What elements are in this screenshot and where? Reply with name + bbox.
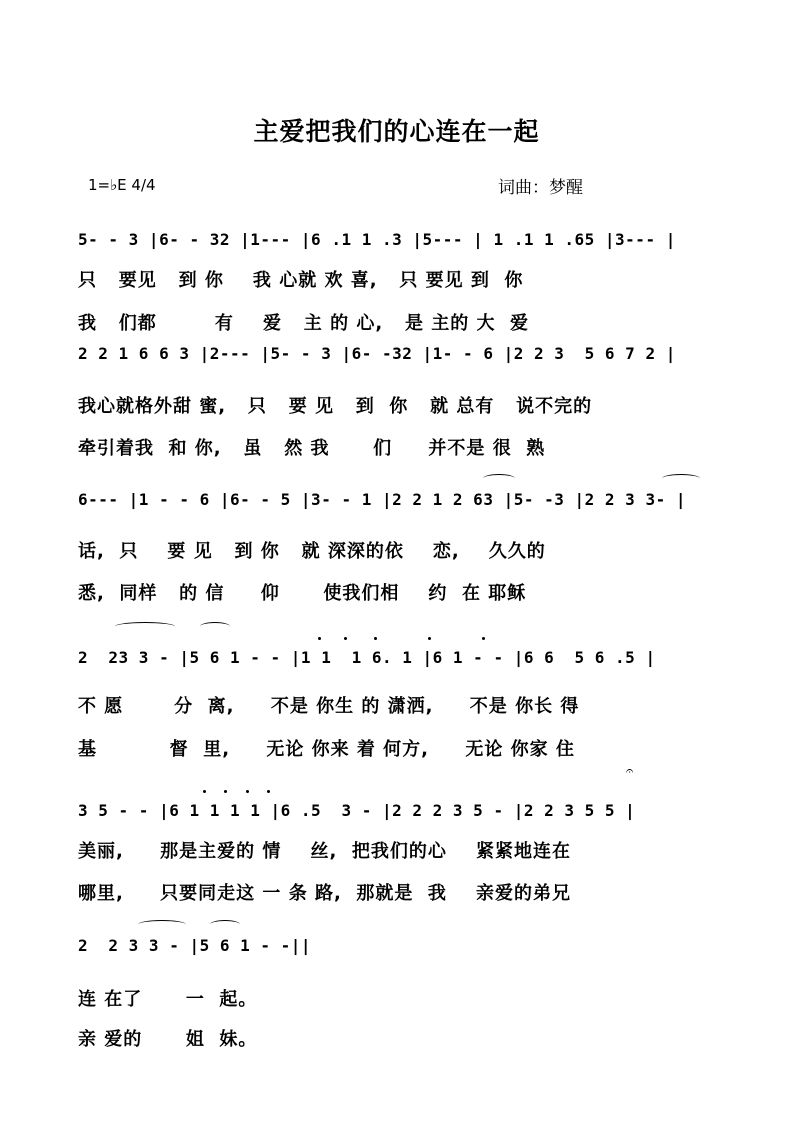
- slur-mark: [210, 920, 240, 929]
- high-octave-dot: [267, 790, 270, 793]
- lyric-line-6-verse-2: 亲 爱的 姐 妹。: [78, 1029, 258, 1050]
- slur-mark: [200, 622, 230, 631]
- lyric-line-4-verse-2: 基 督 里, 无论 你来 着 何方, 无论 你家 住: [78, 739, 575, 760]
- notation-line-1: 5- - 3 |6- - 32 |1--- |6 .1 1 .3 |5--- | 1 .1 1 .65 |3--- |: [78, 230, 676, 249]
- high-octave-dot: [224, 790, 227, 793]
- fermata-icon: 𝄐: [626, 764, 634, 779]
- slur-mark: [115, 622, 175, 631]
- high-octave-dot: [344, 637, 347, 640]
- notation-line-3: 6--- |1 - - 6 |6- - 5 |3- - 1 |2 2 1 2 63 |5- -3 |2 2 3 3- |: [78, 490, 686, 509]
- high-octave-dot: [318, 637, 321, 640]
- lyric-line-5-verse-2: 哪里, 只要同走这 一 条 路, 那就是 我 亲爱的弟兄: [78, 883, 571, 904]
- high-octave-dot: [482, 637, 485, 640]
- notation-line-6: 2 2 3 3 - |5 6 1 - -||: [78, 936, 312, 955]
- slur-mark: [138, 920, 186, 929]
- key-signature: 1=♭E 4/4: [88, 176, 156, 194]
- lyric-line-3-verse-1: 话, 只 要 见 到 你 就 深深的依 恋, 久久的: [78, 541, 546, 562]
- slur-mark: [662, 474, 700, 483]
- slur-mark: [483, 474, 515, 483]
- lyric-line-5-verse-1: 美丽, 那是主爱的 情 丝, 把我们的心 紧紧地连在: [78, 841, 571, 862]
- lyric-line-2-verse-1: 我心就格外甜 蜜, 只 要 见 到 你 就 总有 说不完的: [78, 396, 593, 417]
- high-octave-dot: [246, 790, 249, 793]
- lyric-line-4-verse-1: 不 愿 分 离, 不是 你生 的 潇洒, 不是 你长 得: [78, 696, 580, 717]
- lyrics-composer: 词曲：梦醒: [498, 178, 583, 198]
- lyric-line-2-verse-2: 牵引着我 和 你, 虽 然 我 们 并不是 很 熟: [78, 438, 546, 459]
- notation-line-2: 2 2 1 6 6 3 |2--- |5- - 3 |6- -32 |1- - 6 |2 2 3 5 6 7 2 |: [78, 344, 676, 363]
- notation-line-5: 3 5 - - |6 1 1 1 1 |6 .5 3 - |2 2 2 3 5 - |2 2 3 5 5 |: [78, 801, 636, 820]
- high-octave-dot: [428, 637, 431, 640]
- lyric-line-6-verse-1: 连 在了 一 起。: [78, 989, 258, 1010]
- lyric-line-1-verse-1: 只 要见 到 你 我 心就 欢 喜, 只 要见 到 你: [78, 270, 524, 291]
- high-octave-dot: [203, 790, 206, 793]
- notation-line-4: 2 23 3 - |5 6 1 - - |1 1 1 6. 1 |6 1 - - |6 6 5 6 .5 |: [78, 648, 656, 667]
- lyric-line-1-verse-2: 我 们都 有 爱 主 的 心, 是 主的 大 爱: [78, 313, 530, 334]
- lyric-line-3-verse-2: 悉, 同样 的 信 仰 使我们相 约 在 耶稣: [78, 583, 527, 604]
- high-octave-dot: [374, 637, 377, 640]
- song-title: 主爱把我们的心连在一起: [253, 117, 540, 146]
